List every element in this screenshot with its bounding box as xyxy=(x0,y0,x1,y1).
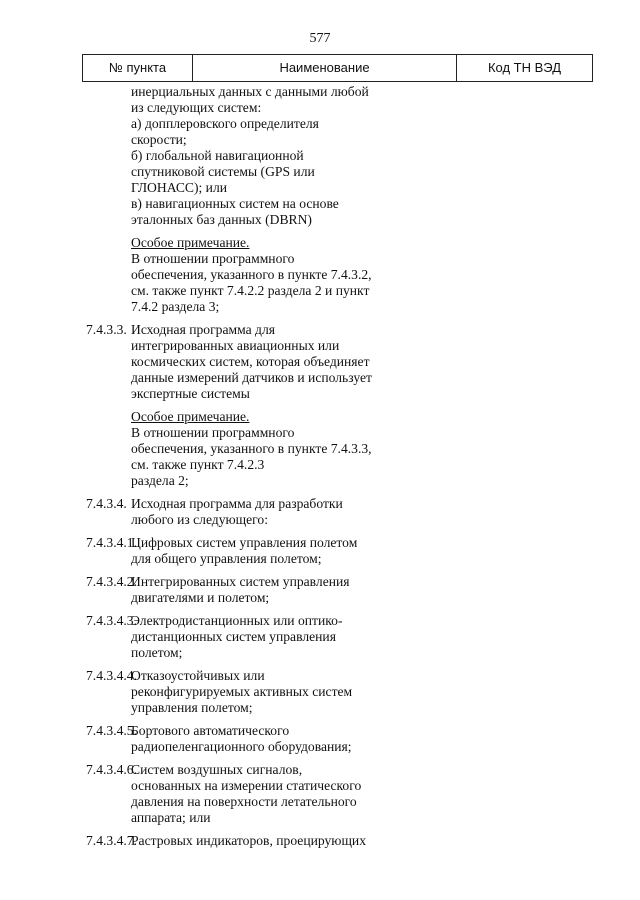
item-number xyxy=(0,84,131,228)
table-row xyxy=(0,762,640,826)
table-row xyxy=(0,668,640,716)
header-row xyxy=(83,55,593,82)
item-text xyxy=(131,613,391,661)
item-body: Цифровых систем управления полетом для общего управления полетом; xyxy=(131,535,358,566)
item-text xyxy=(131,574,391,606)
note-title: Особое примечание. xyxy=(131,409,250,424)
item-body: инерциальных данных с данными любой из следующих систем: а) допплеровского определителя скорости; б) глобальной навигационной спутниковой системы (GPS или ГЛОНАСС); или в) навигационных систем на основе эталонных баз данных (DBRN) xyxy=(131,84,369,227)
item-text xyxy=(131,84,391,228)
note-title: Особое примечание. xyxy=(131,235,250,250)
item-body: Электродистанционных или оптико- дистанционных систем управления полетом; xyxy=(131,613,343,660)
table-header xyxy=(82,54,593,82)
item-text xyxy=(131,235,391,315)
item-number xyxy=(0,235,131,315)
item-text xyxy=(131,833,391,849)
item-body: Систем воздушных сигналов, основанных на измерении статического давления на поверхности летательного аппарата; или xyxy=(131,762,362,825)
item-body: Отказоустойчивых или реконфигурируемых активных систем управления полетом; xyxy=(131,668,353,715)
item-body: Бортового автоматического радиопеленгационного оборудования; xyxy=(131,723,352,754)
item-body: В отношении программного обеспечения, указанного в пункте 7.4.3.2, см. также пункт 7.4.2.2 раздела 2 и пункт 7.4.2 раздела 3; xyxy=(131,251,372,314)
item-number: 7.4.3.3. xyxy=(86,322,127,337)
item-number xyxy=(0,409,131,489)
item-text xyxy=(131,762,391,826)
header-col-number: № пункта xyxy=(83,55,193,82)
item-text xyxy=(131,723,391,755)
item-number: 7.4.3.4.5. xyxy=(86,723,137,738)
item-body: Исходная программа для интегрированных авиационных или космических систем, которая объединяет данные измерений датчиков и использует экспертные системы xyxy=(131,322,372,401)
item-body: Интегрированных систем управления двигателями и полетом; xyxy=(131,574,350,605)
item-body: Исходная программа для разработки любого из следующего: xyxy=(131,496,343,527)
item-number: 7.4.3.4.6. xyxy=(86,762,137,777)
item-number: 7.4.3.4.4. xyxy=(86,668,137,683)
table-row xyxy=(0,574,640,606)
item-text xyxy=(131,409,391,489)
table-row xyxy=(0,613,640,661)
item-number: 7.4.3.4.7. xyxy=(86,833,137,848)
table-row xyxy=(0,496,640,528)
item-body: В отношении программного обеспечения, указанного в пункте 7.4.3.3, см. также пункт 7.4.2.3 раздела 2; xyxy=(131,425,372,488)
page-number: 577 xyxy=(309,31,331,46)
item-number: 7.4.3.4. xyxy=(86,496,127,511)
table-row xyxy=(0,84,640,228)
table-row xyxy=(0,535,640,567)
table-row xyxy=(0,409,640,489)
header-col-name: Наименование xyxy=(193,55,457,82)
table-row xyxy=(0,235,640,315)
item-number: 7.4.3.4.1. xyxy=(86,535,137,550)
table-body xyxy=(0,84,640,849)
table-row xyxy=(0,322,640,402)
item-number: 7.4.3.4.3. xyxy=(86,613,137,628)
item-number: 7.4.3.4.2. xyxy=(86,574,137,589)
item-body: Растровых индикаторов, проецирующих xyxy=(131,833,366,848)
header-col-code: Код ТН ВЭД xyxy=(457,55,593,82)
item-text xyxy=(131,322,391,402)
table-row xyxy=(0,723,640,755)
table-row xyxy=(0,833,640,849)
item-text xyxy=(131,535,391,567)
item-text xyxy=(131,496,391,528)
item-text xyxy=(131,668,391,716)
